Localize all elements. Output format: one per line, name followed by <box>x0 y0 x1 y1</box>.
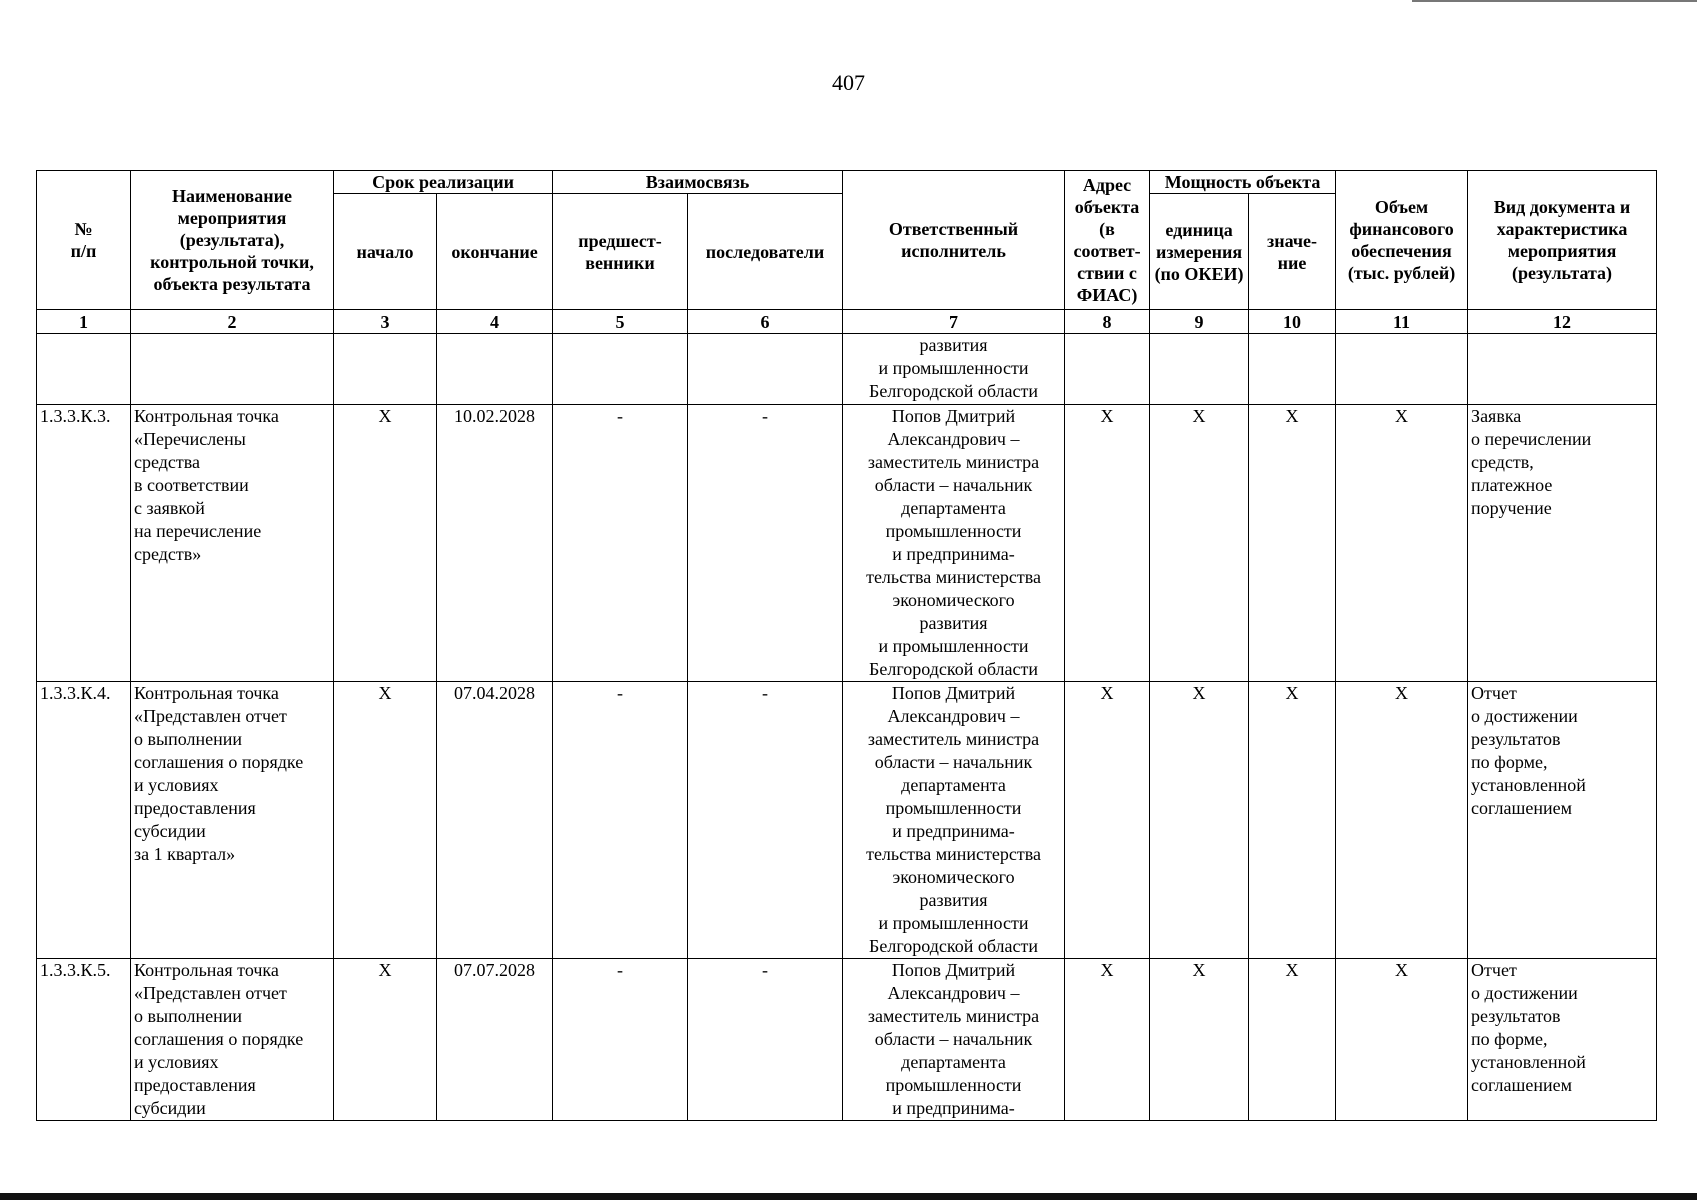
column-number: 2 <box>131 310 334 334</box>
cell-start: X <box>334 682 437 959</box>
cell-document: Заявка о перечислении средств, платежное поручение <box>1468 405 1657 682</box>
cell-value: X <box>1249 959 1336 1121</box>
cell-number: 1.3.3.К.4. <box>37 682 131 959</box>
column-number: 10 <box>1249 310 1336 334</box>
cell-start: X <box>334 959 437 1121</box>
cell-successors: - <box>688 405 843 682</box>
cell-finance: X <box>1336 405 1468 682</box>
header-end: окончание <box>437 194 553 310</box>
cell-number: 1.3.3.К.3. <box>37 405 131 682</box>
column-number: 3 <box>334 310 437 334</box>
cell-empty <box>1336 334 1468 405</box>
cell-predecessors: - <box>553 959 688 1121</box>
column-number: 9 <box>1150 310 1249 334</box>
column-number: 4 <box>437 310 553 334</box>
cell-empty <box>1150 334 1249 405</box>
cell-empty <box>131 334 334 405</box>
header-responsible: Ответственный исполнитель <box>843 171 1065 310</box>
cell-start: X <box>334 405 437 682</box>
cell-address: X <box>1065 959 1150 1121</box>
page-number: 407 <box>832 70 865 95</box>
header-successors: последователи <box>688 194 843 310</box>
cell-empty <box>1249 334 1336 405</box>
header-power: Мощность объекта <box>1150 171 1336 194</box>
cell-unit: X <box>1150 682 1249 959</box>
top-edge-line <box>1412 0 1697 2</box>
cell-responsible: Попов Дмитрий Александрович – заместитель министра области – начальник департамента промышленности и предпринима- <box>843 959 1065 1121</box>
cell-empty <box>1065 334 1150 405</box>
cell-responsible: Попов Дмитрий Александрович – заместитель министра области – начальник департамента промышленности и предпринима- тельства министерства экономического развития и промышленности Белгородской области <box>843 405 1065 682</box>
cell-address: X <box>1065 405 1150 682</box>
cell-empty <box>1468 334 1657 405</box>
header-name: Наименование мероприятия (результата), контрольной точки, объекта результата <box>131 171 334 310</box>
table-row <box>37 682 1657 959</box>
cell-name: Контрольная точка «Представлен отчет о выполнении соглашения о порядке и условиях предоставления субсидии за 1 квартал» <box>131 682 334 959</box>
cell-unit: X <box>1150 959 1249 1121</box>
header-value: значе- ние <box>1249 194 1336 310</box>
cell-finance: X <box>1336 959 1468 1121</box>
header-link: Взаимосвязь <box>553 171 843 194</box>
cell-value: X <box>1249 405 1336 682</box>
cell-end: 07.04.2028 <box>437 682 553 959</box>
column-number: 8 <box>1065 310 1150 334</box>
column-number: 11 <box>1336 310 1468 334</box>
cell-empty <box>334 334 437 405</box>
column-number: 5 <box>553 310 688 334</box>
cell-finance: X <box>1336 682 1468 959</box>
cell-empty <box>37 334 131 405</box>
cell-empty <box>437 334 553 405</box>
cell-end: 07.07.2028 <box>437 959 553 1121</box>
table-row <box>37 959 1657 1121</box>
cell-end: 10.02.2028 <box>437 405 553 682</box>
cell-document: Отчет о достижении результатов по форме, установленной соглашением <box>1468 682 1657 959</box>
cell-predecessors: - <box>553 405 688 682</box>
cell-name: Контрольная точка «Представлен отчет о выполнении соглашения о порядке и условиях предоставления субсидии <box>131 959 334 1121</box>
continuation-row <box>37 334 1657 405</box>
cell-document: Отчет о достижении результатов по форме, установленной соглашением <box>1468 959 1657 1121</box>
header-term: Срок реализации <box>334 171 553 194</box>
cell-successors: - <box>688 682 843 959</box>
cell-empty <box>688 334 843 405</box>
cell-address: X <box>1065 682 1150 959</box>
cell-responsible: развития и промышленности Белгородской области <box>843 334 1065 405</box>
cell-successors: - <box>688 959 843 1121</box>
column-number: 6 <box>688 310 843 334</box>
header-document: Вид документа и характеристика мероприятия (результата) <box>1468 171 1657 310</box>
cell-value: X <box>1249 682 1336 959</box>
cell-unit: X <box>1150 405 1249 682</box>
header-address: Адрес объекта (в соответ-ствии с ФИАС) <box>1065 171 1150 310</box>
scan-bottom-edge <box>0 1193 1697 1200</box>
header-predecessors: предшест- венники <box>553 194 688 310</box>
column-number: 7 <box>843 310 1065 334</box>
header-finance: Объем финансового обеспечения (тыс. рублей) <box>1336 171 1468 310</box>
column-number: 1 <box>37 310 131 334</box>
schedule-table <box>36 170 1657 1121</box>
header-no: № п/п <box>37 171 131 310</box>
table-row <box>37 405 1657 682</box>
cell-predecessors: - <box>553 682 688 959</box>
cell-name: Контрольная точка «Перечислены средства в соответствии с заявкой на перечисление средств» <box>131 405 334 682</box>
cell-empty <box>553 334 688 405</box>
header-unit: единица измерения (по ОКЕИ) <box>1150 194 1249 310</box>
cell-responsible: Попов Дмитрий Александрович – заместитель министра области – начальник департамента промышленности и предпринима- тельства министерства экономического развития и промышленности Белгородской области <box>843 682 1065 959</box>
column-number: 12 <box>1468 310 1657 334</box>
header-start: начало <box>334 194 437 310</box>
cell-number: 1.3.3.К.5. <box>37 959 131 1121</box>
